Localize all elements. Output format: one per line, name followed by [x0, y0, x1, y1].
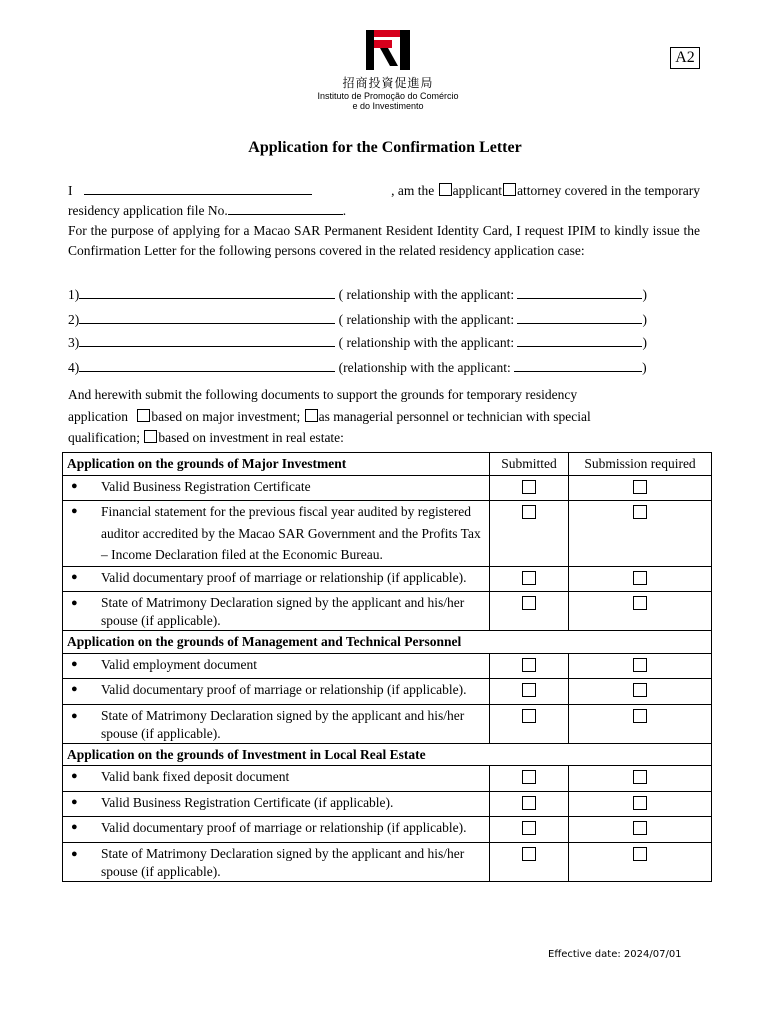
document-item: Valid documentary proof of marriage or relationship (if applicable). — [101, 569, 467, 585]
document-item: Valid bank fixed deposit document — [101, 769, 290, 784]
table-row — [63, 791, 712, 817]
table-row — [63, 704, 712, 743]
person-number: 2) — [68, 312, 80, 327]
required-checkbox[interactable] — [633, 770, 647, 784]
document-item: Financial statement for the previous fiscal year audited by registered auditor accredited by the Macao SAR Government and the Profits Tax – Income Declaration filed at the Economic Bureau. — [101, 504, 481, 562]
name-field[interactable] — [84, 181, 312, 195]
submitted-checkbox[interactable] — [522, 596, 536, 610]
submitted-checkbox[interactable] — [522, 847, 536, 861]
required-checkbox[interactable] — [633, 480, 647, 494]
bullet-icon: ● — [71, 709, 78, 722]
ipim-logo-icon — [366, 30, 410, 70]
table-row — [63, 766, 712, 792]
table-row — [63, 842, 712, 881]
submitted-checkbox[interactable] — [522, 709, 536, 723]
relationship-close: ) — [642, 312, 647, 327]
table-row — [63, 501, 712, 567]
submitted-checkbox[interactable] — [522, 770, 536, 784]
table-row — [63, 566, 712, 592]
intro-paragraph-1 — [68, 181, 700, 221]
relationship-label: ( relationship with the applicant: — [338, 335, 515, 350]
form-code-box: A2 — [670, 47, 700, 69]
submitted-checkbox[interactable] — [522, 683, 536, 697]
major-investment-label: based on major investment; — [151, 408, 301, 424]
person-number: 4) — [68, 360, 80, 375]
required-checkbox[interactable] — [633, 821, 647, 835]
bullet-icon: ● — [71, 795, 78, 808]
logo-chinese-name: 招商投資促進局 — [342, 76, 434, 90]
table-row — [63, 653, 712, 679]
bullet-icon: ● — [71, 847, 78, 860]
relationship-field[interactable] — [517, 285, 642, 299]
attorney-label: attorney covered in the temporary — [517, 183, 700, 198]
person-row-4 — [68, 358, 700, 378]
submitted-checkbox[interactable] — [522, 658, 536, 672]
document-item: Valid documentary proof of marriage or relationship (if applicable). — [101, 820, 467, 835]
submitted-checkbox[interactable] — [522, 480, 536, 494]
person-row-3 — [68, 333, 700, 353]
application-label: application — [68, 408, 128, 424]
effective-date: Effective date: 2024/07/01 — [548, 949, 682, 960]
attorney-checkbox[interactable] — [503, 183, 516, 196]
bullet-icon: ● — [71, 657, 78, 670]
document-item: State of Matrimony Declaration signed by the applicant and his/her spouse (if applicable). — [101, 845, 465, 879]
person-name-field[interactable] — [79, 310, 335, 324]
managerial-checkbox[interactable] — [305, 409, 318, 422]
applicant-checkbox[interactable] — [439, 183, 452, 196]
person-name-field[interactable] — [79, 333, 335, 347]
relationship-label: ( relationship with the applicant: — [338, 312, 515, 327]
section-heading: Application on the grounds of Investment in Local Real Estate — [63, 743, 712, 766]
relationship-close: ) — [642, 335, 647, 350]
required-checkbox[interactable] — [633, 847, 647, 861]
file-no-field[interactable] — [228, 201, 343, 215]
required-checkbox[interactable] — [633, 709, 647, 723]
submitted-checkbox[interactable] — [522, 505, 536, 519]
submitted-checkbox[interactable] — [522, 571, 536, 585]
major-investment-checkbox[interactable] — [137, 409, 150, 422]
bullet-icon: ● — [71, 505, 78, 517]
bullet-icon: ● — [71, 770, 78, 782]
intro-i: I — [68, 183, 73, 198]
relationship-field[interactable] — [514, 358, 642, 372]
submitted-checkbox[interactable] — [522, 796, 536, 810]
document-item: Valid Business Registration Certificate — [101, 478, 311, 494]
documents-intro — [68, 384, 700, 449]
required-checkbox[interactable] — [633, 505, 647, 519]
real-estate-label: based on investment in real estate: — [158, 430, 344, 445]
relationship-label: (relationship with the applicant: — [338, 360, 511, 375]
bullet-icon: ● — [71, 479, 78, 492]
real-estate-checkbox[interactable] — [144, 430, 157, 443]
person-number: 1) — [68, 287, 80, 302]
person-row-1 — [68, 285, 700, 305]
relationship-field[interactable] — [517, 310, 642, 324]
file-no-label: residency application file No. — [68, 203, 228, 218]
document-item: Valid employment document — [101, 656, 257, 672]
required-checkbox[interactable] — [633, 571, 647, 585]
applicant-label: applicant — [452, 183, 503, 198]
table-row — [63, 631, 712, 654]
column-header-required: Submission required — [569, 453, 712, 476]
table-row — [63, 475, 712, 501]
table-row — [63, 679, 712, 705]
document-item: State of Matrimony Declaration signed by the applicant and his/her spouse (if applicable). — [101, 707, 465, 741]
table-row — [63, 817, 712, 843]
bullet-icon: ● — [71, 570, 78, 583]
required-checkbox[interactable] — [633, 796, 647, 810]
bullet-icon: ● — [71, 821, 78, 833]
bullet-icon: ● — [71, 683, 78, 695]
intro-am-the: , am the — [391, 183, 435, 198]
document-item: Valid documentary proof of marriage or relationship (if applicable). — [101, 682, 467, 697]
relationship-field[interactable] — [517, 333, 642, 347]
page-title: Application for the Confirmation Letter — [248, 139, 522, 156]
table-row — [63, 453, 712, 476]
ipim-logo — [308, 30, 468, 111]
relationship-close: ) — [642, 360, 647, 375]
intro-paragraph-2: For the purpose of applying for a Macao SAR Permanent Resident Identity Card, I request IPIM to kindly issue the Confirmation Letter for the following persons covered in the related residency application case: — [68, 223, 700, 258]
qualification-label: qualification; — [68, 430, 140, 445]
logo-portuguese-name-1: Instituto de Promoção do Comércio — [317, 91, 459, 101]
person-name-field[interactable] — [79, 285, 335, 299]
document-item: State of Matrimony Declaration signed by the applicant and his/her spouse (if applicable). — [101, 595, 465, 628]
documents-intro-line-1: And herewith submit the following documents to support the grounds for temporary residency — [68, 387, 578, 402]
person-number: 3) — [68, 335, 80, 350]
relationship-label: ( relationship with the applicant: — [338, 287, 515, 302]
person-name-field[interactable] — [79, 358, 335, 372]
table-row — [63, 743, 712, 766]
table-row — [63, 592, 712, 631]
section-heading: Application on the grounds of Management and Technical Personnel — [63, 631, 712, 654]
required-checkbox[interactable] — [633, 596, 647, 610]
bullet-icon: ● — [71, 597, 78, 609]
managerial-label: as managerial personnel or technician with special — [318, 408, 591, 424]
required-checkbox[interactable] — [633, 683, 647, 697]
documents-table — [62, 452, 712, 882]
section-heading: Application on the grounds of Major Investment — [63, 453, 490, 476]
person-row-2 — [68, 310, 700, 330]
column-header-submitted: Submitted — [490, 453, 569, 476]
submitted-checkbox[interactable] — [522, 821, 536, 835]
document-item: Valid Business Registration Certificate (if applicable). — [101, 794, 394, 810]
relationship-close: ) — [642, 287, 647, 302]
logo-portuguese-name-2: e do Investimento — [352, 101, 424, 111]
file-no-end: . — [342, 203, 347, 218]
required-checkbox[interactable] — [633, 658, 647, 672]
